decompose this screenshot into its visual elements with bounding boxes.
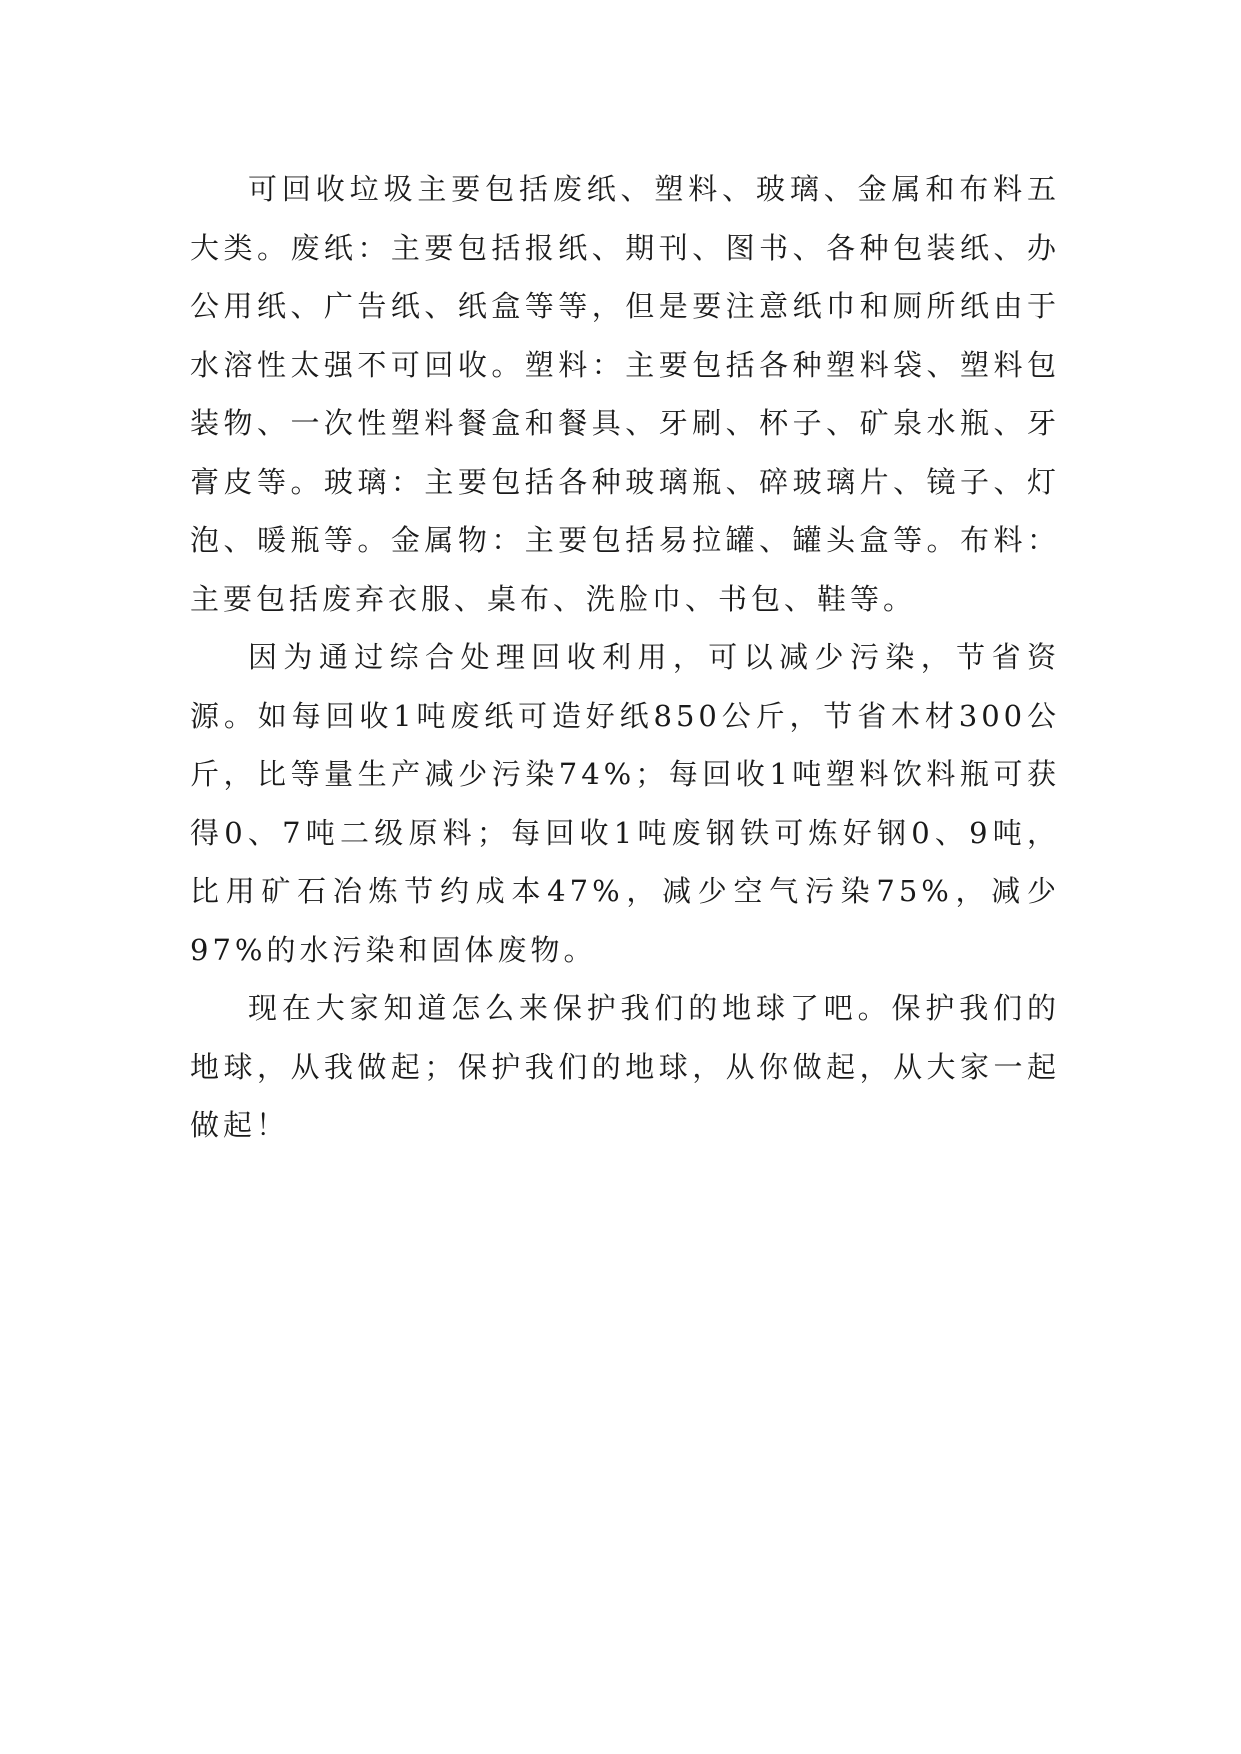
paragraph-recycling-benefits: 因为通过综合处理回收利用，可以减少污染，节省资源。如每回收1吨废纸可造好纸850公斤，节省木材300公斤，比等量生产减少污染74%；每回收1吨塑料饮料瓶可获得0、7吨二级原料；每回收1吨废钢铁可炼好钢0、9吨，比用矿石冶炼节约成本47%，减少空气污染75%，减少97%的水污染和固体废物。 (190, 640, 1060, 967)
paragraph-conclusion: 现在大家知道怎么来保护我们的地球了吧。保护我们的地球，从我做起；保护我们的地球，从你做起，从大家一起做起！ (190, 991, 1060, 1142)
document-body (190, 160, 1060, 1155)
paragraph-recyclable-categories: 可回收垃圾主要包括废纸、塑料、玻璃、金属和布料五大类。废纸：主要包括报纸、期刊、图书、各种包装纸、办公用纸、广告纸、纸盒等等，但是要注意纸巾和厕所纸由于水溶性太强不可回收。塑料：主要包括各种塑料袋、塑料包装物、一次性塑料餐盒和餐具、牙刷、杯子、矿泉水瓶、牙膏皮等。玻璃：主要包括各种玻璃瓶、碎玻璃片、镜子、灯泡、暖瓶等。金属物：主要包括易拉罐、罐头盒等。布料：主要包括废弃衣服、桌布、洗脸巾、书包、鞋等。 (190, 172, 1060, 616)
